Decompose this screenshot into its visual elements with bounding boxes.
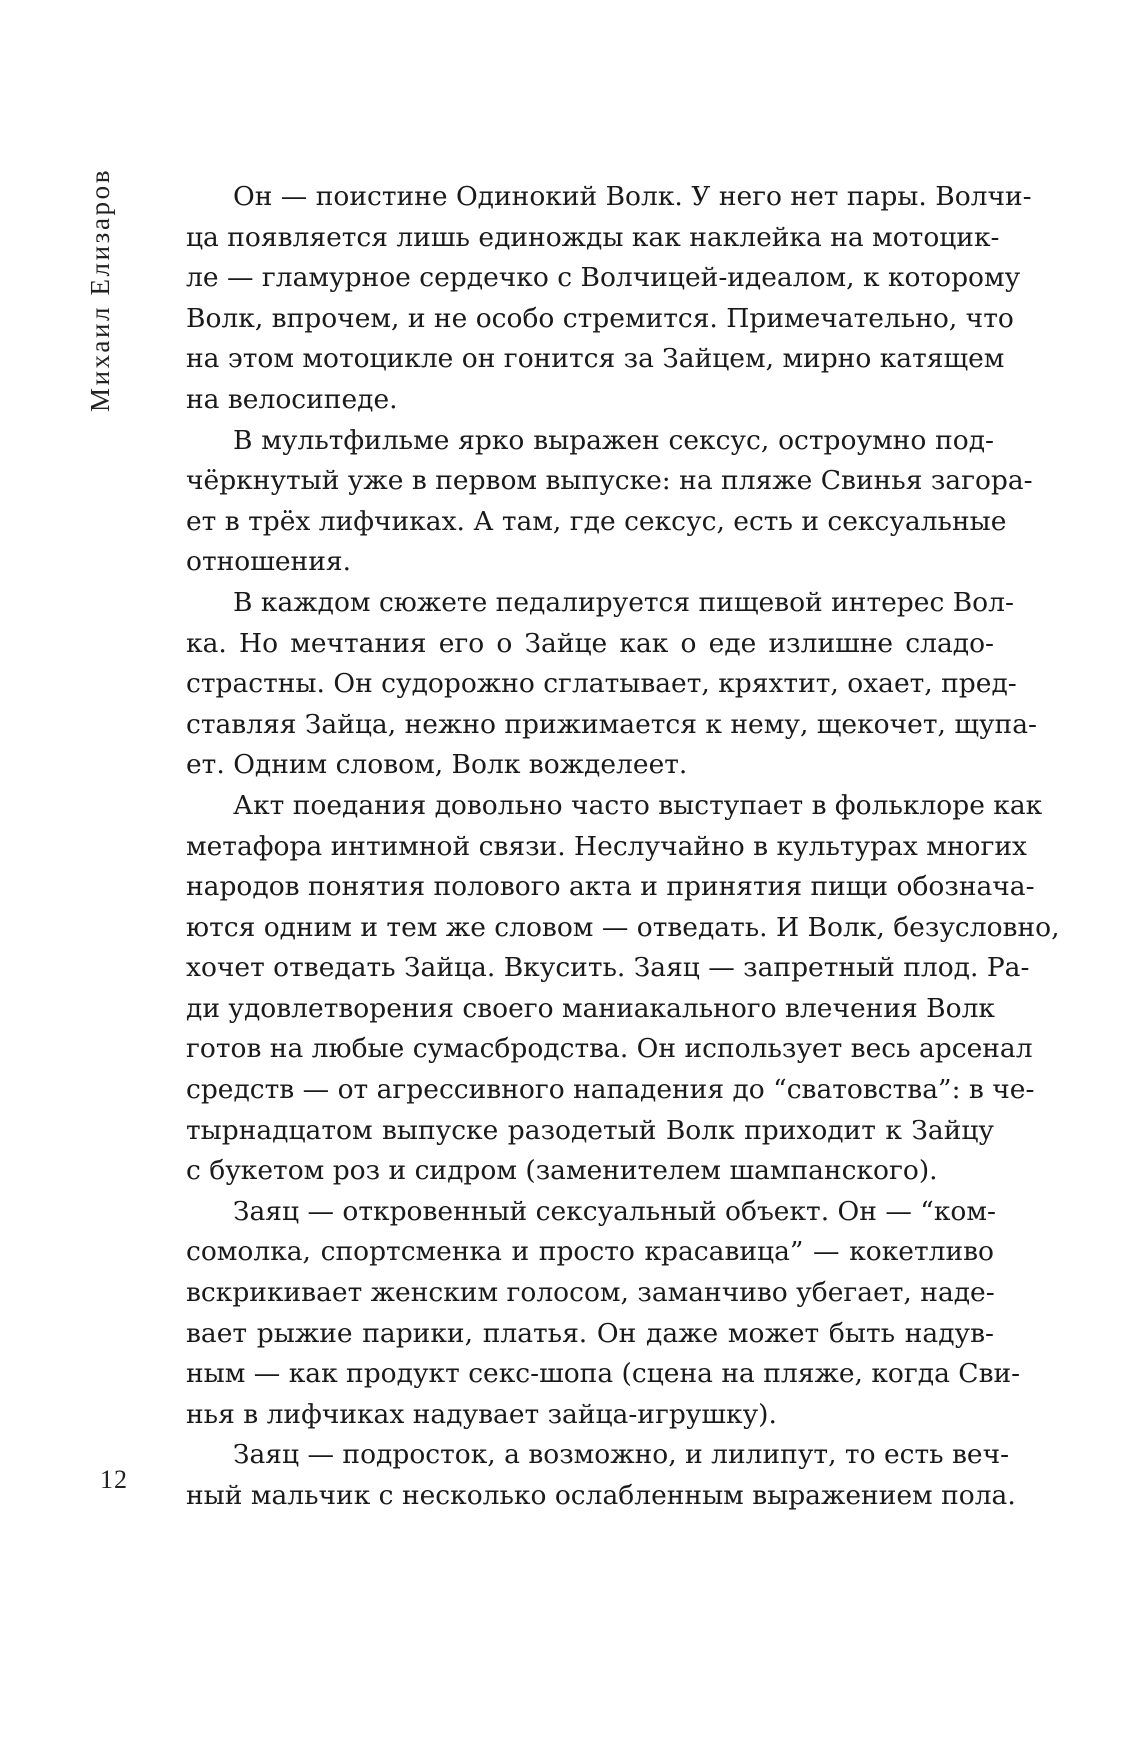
text-line: ца появляется лишь единожды как наклейка на мотоцик- — [186, 221, 1000, 253]
paragraph — [186, 583, 1037, 786]
text-line: нья в лифчиках надувает зайца-игрушку). — [186, 1398, 777, 1430]
text-line: Заяц — откровенный сексуальный объект. Он — “ком- — [233, 1195, 996, 1227]
text-line: ный мальчик с несколько ослабленным выражением пола. — [186, 1480, 1016, 1511]
text-line: В мультфильме ярко выражен сексус, остроумно под- — [233, 424, 994, 456]
text-line: страстны. Он судорожно сглатывает, кряхтит, охает, пред- — [186, 668, 1017, 700]
text-line: ет в трёх лифчиках. А там, где сексус, есть и сексуальные — [186, 505, 1007, 537]
paragraph — [186, 177, 1032, 421]
text-line: отношения. — [186, 546, 352, 578]
text-line: народов понятия полового акта и принятия пищи обознача- — [186, 871, 1035, 903]
text-line: В каждом сюжете педалируется пищевой интерес Вол- — [233, 586, 1014, 618]
text-line: на велосипеде. — [186, 383, 398, 415]
text-line: ставляя Зайца, нежно прижимается к нему, щекочет, щупа- — [186, 708, 1037, 740]
text-line: ным — как продукт секс-шопа (сцена на пляже, когда Сви- — [186, 1358, 1021, 1390]
text-line: сомолка, спортсменка и просто красавица” — кокетливо — [186, 1236, 994, 1268]
paragraph — [186, 1192, 1021, 1436]
text-line: ди удовлетворения своего маниакального влечения Волк — [186, 992, 995, 1024]
paragraph — [186, 421, 1033, 583]
text-line: средств — от агрессивного нападения до “сватовства”: в че- — [186, 1074, 1035, 1106]
text-line: Заяц — подросток, а возможно, и лилипут, то есть веч- — [233, 1439, 1010, 1471]
paragraph — [186, 786, 1060, 1192]
text-line: метафора интимной связи. Неслучайно в культурах многих — [186, 830, 1027, 862]
text-line: готов на любые сумасбродства. Он использует весь арсенал — [186, 1033, 1033, 1065]
text-line: на этом мотоцикле он гонится за Зайцем, мирно катящем — [186, 343, 1005, 375]
text-line: ет. Одним словом, Волк вожделеет. — [186, 749, 688, 781]
text-line: ле — гламурное сердечко с Волчицей-идеалом, к которому — [186, 262, 1021, 294]
text-line: ка. Но мечтания его о Зайце как о еде излишне сладо- — [186, 627, 994, 659]
page-number: 12 — [100, 1465, 128, 1494]
text-line: Акт поедания довольно часто выступает в фольклоре как — [233, 789, 1043, 821]
body-text — [186, 177, 1060, 1517]
text-line: Волк, впрочем, и не особо стремится. Примечательно, что — [186, 302, 1014, 334]
text-line: чёркнутый уже в первом выпуске: на пляже Свинья загора- — [186, 465, 1033, 497]
text-line: тырнадцатом выпуске разодетый Волк приходит к Зайцу — [186, 1114, 994, 1146]
text-line: вает рыжие парики, платья. Он даже может быть надув- — [186, 1317, 994, 1349]
text-line: с букетом роз и сидром (заменителем шампанского). — [186, 1155, 938, 1187]
text-line: хочет отведать Зайца. Вкусить. Заяц — запретный плод. Ра- — [186, 952, 1030, 984]
text-line: вскрикивает женским голосом, заманчиво убегает, наде- — [186, 1277, 995, 1309]
paragraph — [186, 1435, 1016, 1516]
running-head-author: Михаил Елизаров — [85, 167, 115, 412]
text-line: ются одним и тем же словом — отведать. И Волк, безусловно, — [186, 911, 1060, 943]
text-line: Он — поистине Одинокий Волк. У него нет пары. Волчи- — [233, 181, 1032, 212]
